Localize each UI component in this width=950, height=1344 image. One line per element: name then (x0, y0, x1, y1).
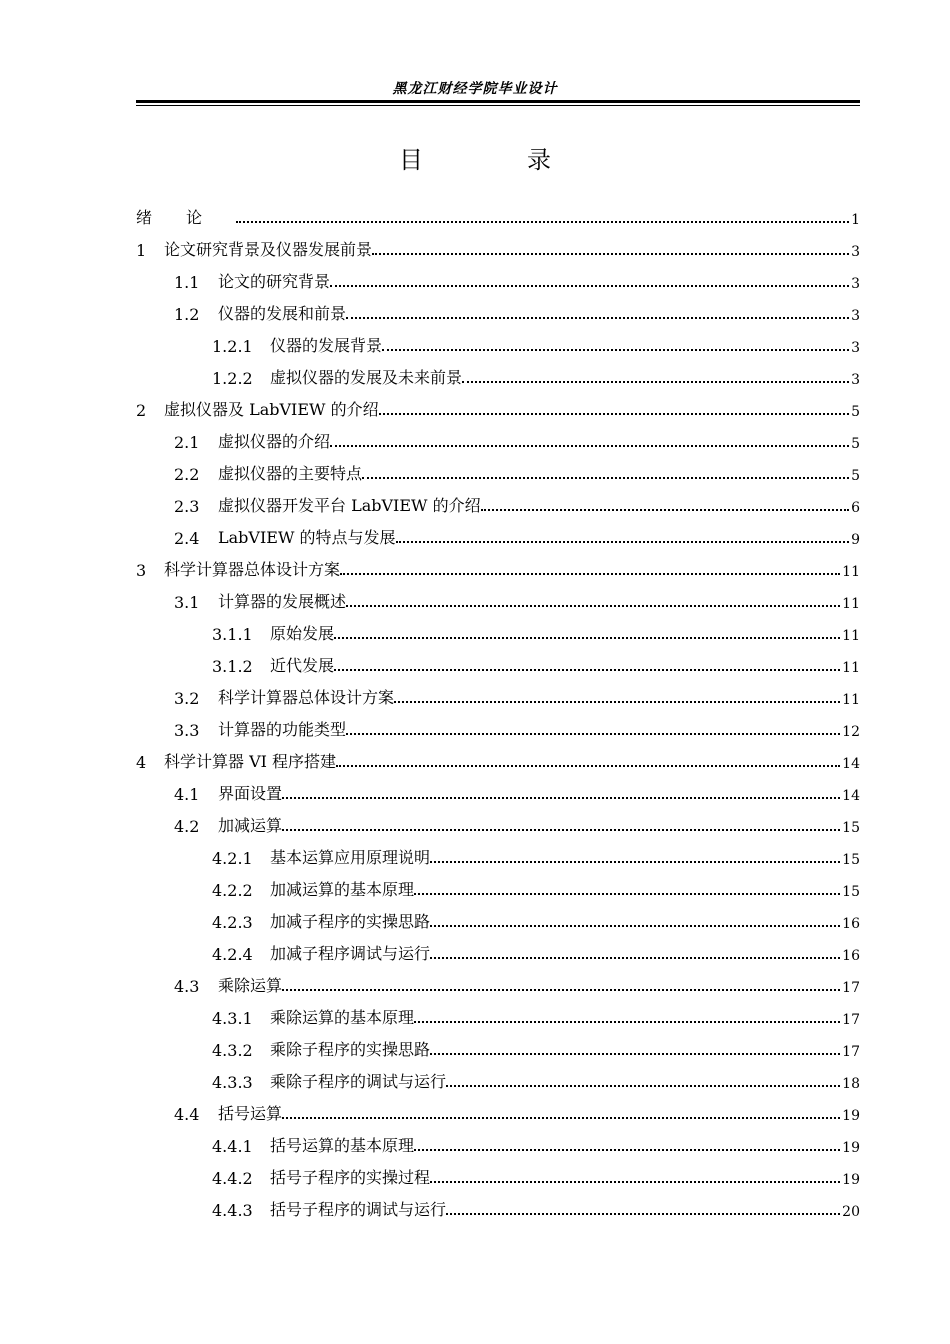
toc-leader-dots (430, 1181, 840, 1183)
toc-entry-label: 原始发展 (270, 624, 335, 643)
toc-entry-page: 14 (842, 756, 860, 772)
toc-entry[interactable] (136, 740, 860, 772)
header-rule-thin (136, 105, 860, 106)
toc-entry-page: 3 (851, 340, 860, 356)
toc-entry-label: 加减子程序调试与运行 (270, 944, 431, 963)
toc-entry-label: 乘除运算的基本原理 (270, 1008, 415, 1027)
toc-entry-label: 虚拟仪器的介绍 (218, 432, 331, 451)
toc-entry[interactable] (136, 516, 860, 548)
toc-entry[interactable] (136, 836, 860, 868)
toc-entry-label: 乘除子程序的调试与运行 (270, 1072, 447, 1091)
toc-entry[interactable] (136, 772, 860, 804)
toc-leader-dots (236, 221, 849, 223)
toc-entry-label: 计算器的功能类型 (218, 720, 347, 739)
toc-entry-page: 15 (842, 852, 860, 868)
toc-leader-dots (362, 477, 849, 479)
toc-entry-number: 4.4.3 (212, 1201, 253, 1220)
toc-entry-label: 科学计算器总体设计方案 (164, 560, 341, 579)
toc-leader-dots (414, 1149, 840, 1151)
toc-leader-dots (282, 989, 840, 991)
toc-entry-label: 虚拟仪器开发平台 LabVIEW 的介绍 (218, 496, 481, 515)
toc-entry[interactable] (136, 452, 860, 484)
toc-entry-label: 乘除子程序的实操思路 (270, 1040, 431, 1059)
toc-entry[interactable] (136, 1124, 860, 1156)
toc-entry-number: 1.2.1 (212, 337, 253, 356)
toc-entry-label: 科学计算器 VI 程序搭建 (164, 752, 337, 771)
toc-leader-dots (446, 1085, 840, 1087)
toc-entry-label: 仪器的发展背景 (270, 336, 383, 355)
toc-entry-label: 括号运算的基本原理 (270, 1136, 415, 1155)
toc-entry-page: 11 (842, 564, 860, 580)
toc-entry-number: 4.3 (174, 977, 200, 996)
toc-entry-page: 18 (842, 1076, 860, 1092)
toc-entry-number: 2.3 (174, 497, 200, 516)
toc-entry-page: 12 (842, 724, 860, 740)
toc-entry-number: 2.1 (174, 433, 200, 452)
toc-entry-page: 1 (851, 212, 860, 228)
toc-leader-dots (330, 445, 849, 447)
toc-entry[interactable] (136, 964, 860, 996)
toc-leader-dots (382, 349, 849, 351)
toc-entry[interactable] (136, 996, 860, 1028)
toc-entry-number: 4.2 (174, 817, 200, 836)
toc-entry-page: 11 (842, 596, 860, 612)
toc-leader-dots (430, 1053, 840, 1055)
table-of-contents (136, 196, 860, 1220)
toc-entry-page: 5 (851, 404, 860, 420)
toc-entry[interactable] (136, 900, 860, 932)
toc-entry-label: 括号子程序的调试与运行 (270, 1200, 447, 1219)
toc-leader-dots (282, 1117, 840, 1119)
toc-entry[interactable] (136, 612, 860, 644)
toc-entry-number: 1.2.2 (212, 369, 253, 388)
toc-entry[interactable] (136, 484, 860, 516)
toc-leader-dots (372, 253, 849, 255)
toc-entry[interactable] (136, 420, 860, 452)
toc-entry-number: 3.3 (174, 721, 200, 740)
toc-entry-page: 11 (842, 692, 860, 708)
toc-entry[interactable] (136, 1028, 860, 1060)
toc-leader-dots (334, 669, 840, 671)
toc-entry-label: 绪论 (136, 208, 237, 227)
toc-entry-label: 加减子程序的实操思路 (270, 912, 431, 931)
toc-entry-page: 15 (842, 884, 860, 900)
toc-entry[interactable] (136, 580, 860, 612)
toc-entry-label: 乘除运算 (218, 976, 283, 995)
toc-leader-dots (430, 925, 840, 927)
toc-leader-dots (330, 285, 849, 287)
toc-leader-dots (336, 765, 840, 767)
toc-leader-dots (414, 1021, 840, 1023)
toc-leader-dots (346, 317, 849, 319)
toc-entry-number: 3.2 (174, 689, 200, 708)
toc-entry[interactable] (136, 260, 860, 292)
toc-entry-number: 4.2.2 (212, 881, 253, 900)
toc-entry-number: 2 (136, 401, 147, 420)
toc-entry[interactable] (136, 708, 860, 740)
toc-entry-page: 19 (842, 1172, 860, 1188)
toc-leader-dots (394, 701, 840, 703)
header-rule-thick (136, 100, 860, 103)
toc-leader-dots (334, 637, 840, 639)
toc-leader-dots (396, 541, 850, 543)
toc-entry[interactable] (136, 324, 860, 356)
toc-entry-page: 16 (842, 916, 860, 932)
toc-entry[interactable] (136, 804, 860, 836)
toc-entry-number: 3.1 (174, 593, 200, 612)
toc-entry-number: 4.4.2 (212, 1169, 253, 1188)
toc-entry-label: 括号运算 (218, 1104, 283, 1123)
toc-entry-page: 17 (842, 980, 860, 996)
toc-entry-label: 论文研究背景及仪器发展前景 (164, 240, 373, 259)
toc-entry[interactable] (136, 1156, 860, 1188)
toc-entry-page: 6 (851, 500, 860, 516)
toc-leader-dots (282, 797, 840, 799)
toc-entry-number: 4 (136, 753, 147, 772)
toc-entry-number: 2.4 (174, 529, 200, 548)
toc-entry-number: 3.1.1 (212, 625, 253, 644)
toc-entry-page: 14 (842, 788, 860, 804)
toc-entry-label: 加减运算的基本原理 (270, 880, 415, 899)
toc-entry-number: 4.4.1 (212, 1137, 253, 1156)
toc-entry-number: 4.2.3 (212, 913, 253, 932)
toc-entry-label: 近代发展 (270, 656, 335, 675)
toc-entry[interactable] (136, 1092, 860, 1124)
toc-entry-label: 基本运算应用原理说明 (270, 848, 431, 867)
toc-entry[interactable] (136, 932, 860, 964)
toc-entry-number: 3.1.2 (212, 657, 253, 676)
toc-entry-label: 界面设置 (218, 784, 283, 803)
toc-entry-number: 4.4 (174, 1105, 200, 1124)
toc-entry-label: 计算器的发展概述 (218, 592, 347, 611)
toc-entry-page: 3 (851, 276, 860, 292)
toc-entry-page: 16 (842, 948, 860, 964)
toc-leader-dots (346, 733, 840, 735)
toc-entry-page: 19 (842, 1108, 860, 1124)
toc-entry[interactable] (136, 196, 860, 228)
toc-entry[interactable] (136, 1188, 860, 1220)
toc-entry-number: 4.3.3 (212, 1073, 253, 1092)
toc-leader-dots (430, 957, 840, 959)
toc-entry-number: 4.3.2 (212, 1041, 253, 1060)
toc-entry[interactable] (136, 388, 860, 420)
toc-leader-dots (340, 573, 840, 575)
toc-entry-page: 11 (842, 660, 860, 676)
toc-leader-dots (379, 413, 849, 415)
toc-entry[interactable] (136, 1060, 860, 1092)
toc-entry-page: 9 (851, 532, 860, 548)
toc-leader-dots (346, 605, 840, 607)
toc-entry-page: 20 (842, 1204, 860, 1220)
toc-entry-label: 论文的研究背景 (218, 272, 331, 291)
toc-entry-page: 11 (842, 628, 860, 644)
toc-leader-dots (446, 1213, 840, 1215)
toc-leader-dots (481, 509, 849, 511)
toc-entry-label: LabVIEW 的特点与发展 (218, 528, 396, 547)
toc-entry-label: 虚拟仪器的主要特点 (218, 464, 363, 483)
toc-leader-dots (430, 861, 840, 863)
toc-entry-label: 虚拟仪器及 LabVIEW 的介绍 (164, 400, 379, 419)
toc-leader-dots (282, 829, 840, 831)
toc-entry-page: 5 (851, 468, 860, 484)
toc-entry-number: 4.1 (174, 785, 200, 804)
toc-entry-number: 4.3.1 (212, 1009, 253, 1028)
toc-leader-dots (414, 893, 840, 895)
toc-entry[interactable] (136, 228, 860, 260)
toc-entry[interactable] (136, 356, 860, 388)
toc-entry-label: 科学计算器总体设计方案 (218, 688, 395, 707)
toc-entry-number: 1 (136, 241, 147, 260)
toc-entry-page: 3 (851, 372, 860, 388)
toc-leader-dots (462, 381, 849, 383)
toc-entry-number: 2.2 (174, 465, 200, 484)
toc-entry-number: 4.2.4 (212, 945, 253, 964)
toc-entry-number: 4.2.1 (212, 849, 253, 868)
toc-entry[interactable] (136, 292, 860, 324)
toc-entry-number: 3 (136, 561, 147, 580)
toc-entry-label: 加减运算 (218, 816, 283, 835)
toc-entry-page: 15 (842, 820, 860, 836)
toc-entry-page: 17 (842, 1044, 860, 1060)
toc-entry-number: 1.1 (174, 273, 200, 292)
toc-entry-label: 仪器的发展和前景 (218, 304, 347, 323)
toc-entry-page: 19 (842, 1140, 860, 1156)
toc-entry[interactable] (136, 868, 860, 900)
toc-entry-page: 3 (851, 308, 860, 324)
toc-entry[interactable] (136, 548, 860, 580)
toc-title: 目 录 (399, 146, 591, 174)
toc-entry-number: 1.2 (174, 305, 200, 324)
toc-entry-label: 虚拟仪器的发展及未来前景 (270, 368, 463, 387)
toc-entry[interactable] (136, 644, 860, 676)
toc-entry[interactable] (136, 676, 860, 708)
toc-entry-label: 括号子程序的实操过程 (270, 1168, 431, 1187)
toc-entry-page: 17 (842, 1012, 860, 1028)
toc-entry-page: 5 (851, 436, 860, 452)
toc-entry-page: 3 (851, 244, 860, 260)
running-header-title: 黑龙江财经学院毕业设计 (392, 81, 558, 97)
